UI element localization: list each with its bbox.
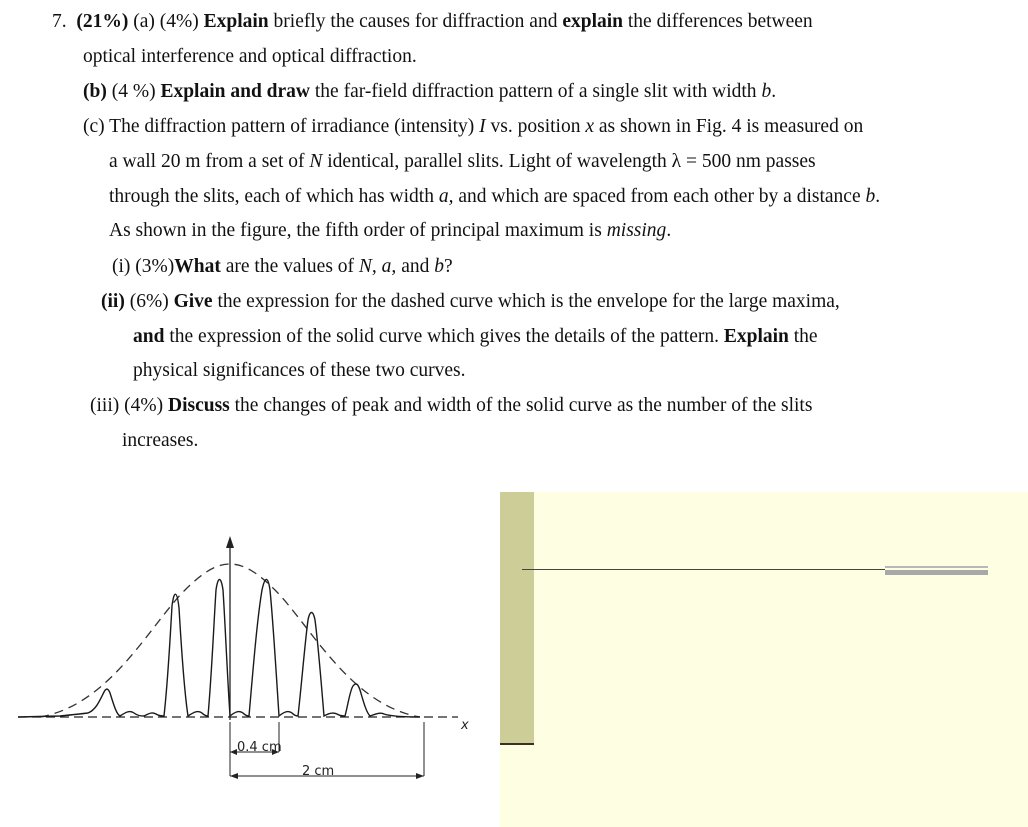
part-c-line-2: a wall 20 m from a set of N identical, parallel slits. Light of wavelength λ = 500 nm passes: [109, 151, 816, 172]
part-c-iii-line-2: increases.: [122, 430, 199, 451]
yellow-panel: [500, 492, 1028, 827]
part-c-ii-line-2: and the expression of the solid curve which gives the details of the pattern. Explain the: [133, 326, 818, 347]
dim-label-large: 2 cm: [302, 764, 335, 779]
dim-label-small: 0.4 cm: [237, 740, 282, 755]
part-c-ii-line-3: physical significances of these two curves.: [133, 360, 466, 381]
panel-gray-bar: [885, 566, 988, 575]
intensity-axis-arrowhead: [226, 536, 234, 548]
x-axis-label: x: [461, 718, 469, 733]
question-7-line-1: 7. (21%) (a) (4%) Explain briefly the causes for diffraction and explain the differences between: [52, 11, 813, 32]
diffraction-pattern-figure: [0, 530, 490, 785]
interference-solid-curve: [18, 580, 420, 718]
part-c-ii-line-1: (ii) (6%) Give the expression for the dashed curve which is the envelope for the large maxima,: [101, 291, 840, 312]
part-c-iii-line-1: (iii) (4%) Discuss the changes of peak and width of the solid curve as the number of the slits: [90, 395, 813, 416]
part-c-line-3: through the slits, each of which has width a, and which are spaced from each other by a distance b.: [109, 186, 881, 207]
question-weight: (21%): [76, 11, 129, 32]
panel-horizontal-line: [522, 569, 885, 570]
question-7-line-2: optical interference and optical diffraction.: [83, 46, 417, 67]
part-c-line-1: (c) The diffraction pattern of irradiance (intensity) I vs. position x as shown in Fig. 4 is measured on: [83, 116, 864, 137]
question-number: 7.: [52, 11, 67, 32]
panel-strip-baseline: [500, 743, 534, 745]
part-c-i: (i) (3%)What are the values of N, a, and b?: [112, 256, 453, 277]
part-c-line-4: As shown in the figure, the fifth order of principal maximum is missing.: [109, 220, 672, 241]
part-b: (b) (4 %) Explain and draw the far-field diffraction pattern of a single slit with width b.: [83, 81, 777, 102]
panel-side-strip: [500, 492, 534, 745]
part-a-tag: (a) (4%): [133, 11, 199, 32]
